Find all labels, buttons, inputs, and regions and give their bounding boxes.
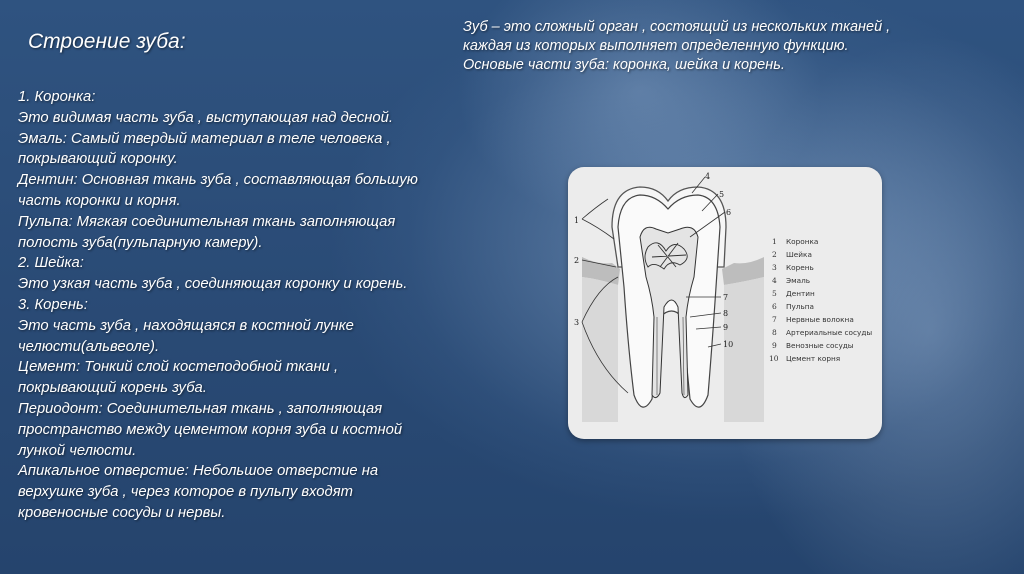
legend-number: 4 (772, 276, 777, 285)
body-line: Апикальное отверстие: Небольшое отверстие на (18, 463, 379, 480)
legend-label: Шейка (786, 250, 812, 259)
legend-label: Пульпа (786, 302, 815, 311)
label-number: 6 (726, 208, 732, 217)
body-line: часть коронки и корня. (18, 192, 181, 209)
body-line: Дентин: Основная ткань зуба , составляющая большую (18, 172, 418, 189)
body-text (18, 87, 488, 524)
legend-number: 10 (769, 354, 779, 363)
legend-number: 8 (772, 328, 777, 337)
body-line: верхушке зуба , через которое в пульпу входят (18, 484, 353, 501)
label-number: 2 (574, 256, 580, 265)
body-line: полость зуба(пульпарную камеру). (18, 234, 263, 251)
legend-label: Корень (786, 263, 814, 272)
body-line: челюсти(альвеоле). (18, 338, 160, 355)
label-number: 9 (723, 323, 729, 332)
body-line: 1. Коронка: (18, 89, 96, 105)
intro-line: Основые части зуба: коронка, шейка и корень. (463, 57, 785, 73)
body-line: Пульпа: Мягкая соединительная ткань заполняющая (18, 213, 396, 230)
body-line: Периодонт: Соединительная ткань , заполняющая (18, 400, 383, 417)
legend-label: Артериальные сосуды (786, 328, 873, 337)
legend-label: Дентин (786, 289, 815, 298)
body-line: покрывающий коронку. (18, 151, 178, 168)
label-number: 10 (723, 340, 734, 349)
jaw-bone (582, 277, 618, 422)
body-line: пространство между цементом корня зуба и костной (18, 421, 403, 438)
intro-line: каждая из которых выполняет определенную функцию. (463, 38, 849, 54)
legend-number: 9 (772, 341, 777, 350)
body-line: Это узкая часть зуба , соединяющая коронку и корень. (18, 276, 408, 293)
intro-line: Зуб – это сложный орган , состоящий из нескольких тканей , (463, 19, 891, 35)
legend-label: Нервные волокна (786, 315, 854, 324)
legend-label: Венозные сосуды (786, 341, 854, 350)
tooth-diagram-card (568, 167, 882, 439)
legend-number: 5 (772, 289, 777, 298)
body-line: кровеносные сосуды и нервы. (18, 504, 226, 521)
legend-label: Цемент корня (786, 354, 841, 363)
label-number: 7 (723, 293, 729, 302)
diagram-legend (769, 237, 872, 363)
label-number: 4 (705, 172, 711, 181)
body-line: 3. Корень: (18, 296, 88, 313)
body-line: Цемент: Тонкий слой костеподобной ткани , (18, 359, 339, 376)
legend-number: 3 (772, 263, 777, 272)
label-number: 3 (574, 318, 580, 327)
label-number: 1 (574, 216, 580, 225)
legend-number: 2 (772, 250, 777, 259)
tooth-diagram (568, 167, 882, 439)
body-line: Эмаль: Самый твердый материал в теле человека , (18, 130, 391, 147)
page-title: Строение зуба: (28, 30, 186, 53)
legend-number: 6 (772, 302, 777, 311)
label-number: 8 (723, 309, 729, 318)
legend-number: 7 (772, 315, 777, 324)
intro-text (463, 18, 1003, 75)
body-line: 2. Шейка: (18, 255, 84, 272)
label-number: 5 (719, 190, 725, 199)
body-line: лункой челюсти. (18, 442, 137, 459)
legend-label: Эмаль (786, 276, 811, 285)
legend-number: 1 (772, 237, 777, 246)
jaw-bone (724, 277, 764, 422)
legend-label: Коронка (786, 237, 819, 246)
pointer-line (582, 199, 614, 239)
body-line: Это часть зуба , находящаяся в костной лунке (18, 317, 354, 334)
body-line: покрывающий корень зуба. (18, 380, 207, 397)
body-line: Это видимая часть зуба , выступающая над десной. (18, 109, 393, 126)
